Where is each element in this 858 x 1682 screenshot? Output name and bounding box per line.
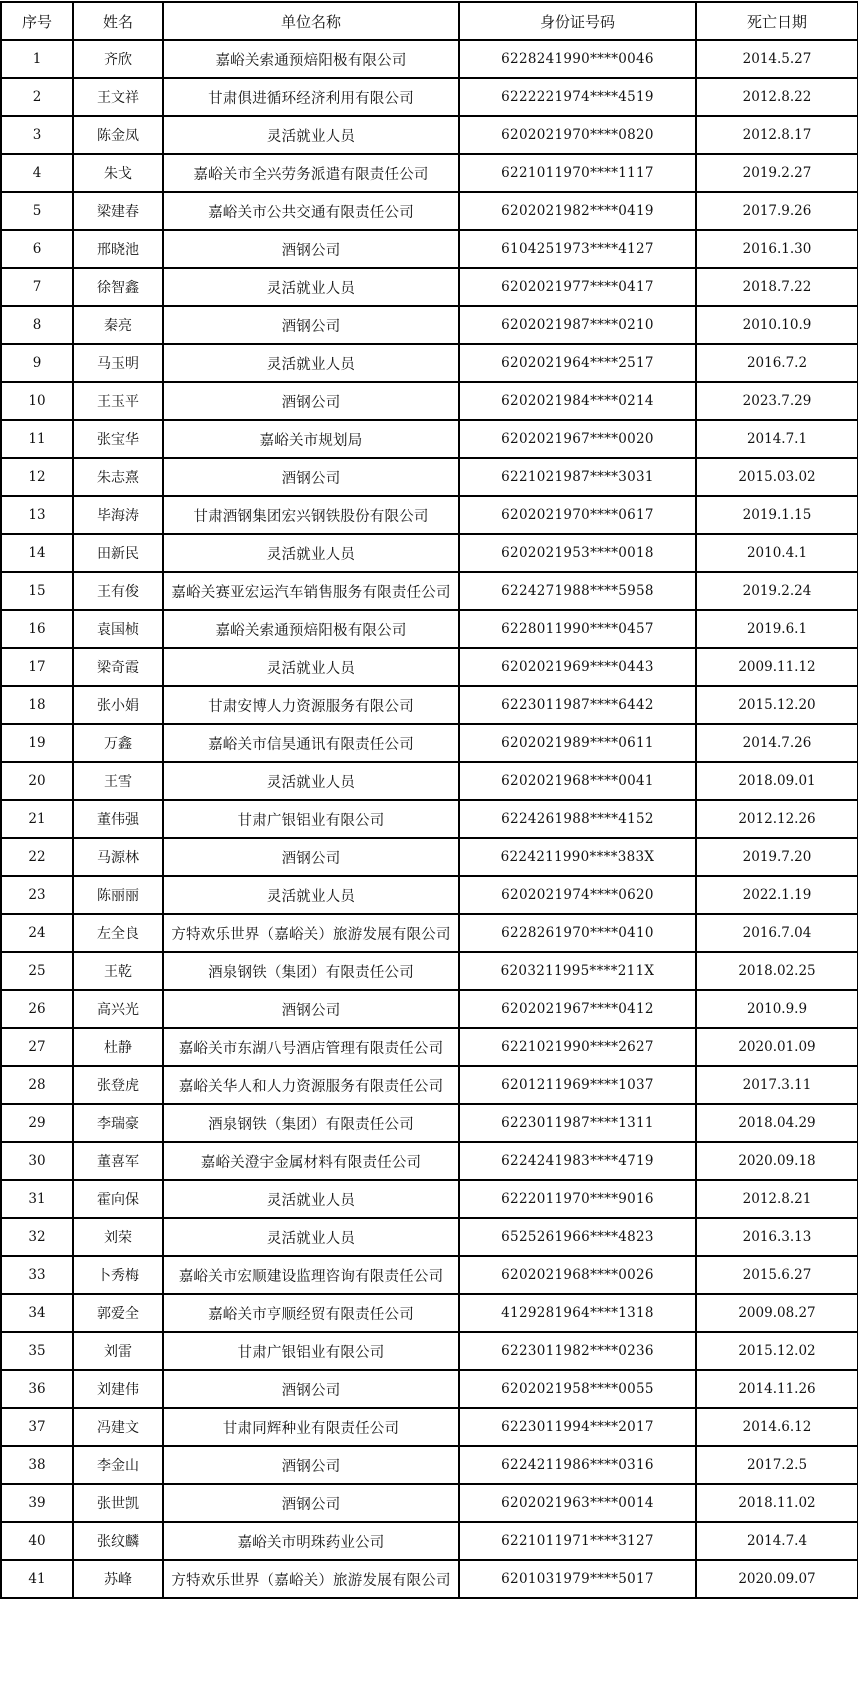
cell-serial: 39: [1, 1484, 73, 1522]
cell-death-date: 2023.7.29: [696, 382, 858, 420]
cell-serial: 30: [1, 1142, 73, 1180]
table-row: [1, 268, 858, 306]
cell-unit: 嘉峪关市全兴劳务派遣有限责任公司: [163, 154, 459, 192]
cell-name: 郭爱全: [73, 1294, 163, 1332]
cell-death-date: 2020.09.18: [696, 1142, 858, 1180]
cell-death-date: 2014.7.1: [696, 420, 858, 458]
table-row: [1, 40, 858, 78]
cell-serial: 23: [1, 876, 73, 914]
table-row: [1, 1408, 858, 1446]
cell-death-date: 2010.4.1: [696, 534, 858, 572]
cell-death-date: 2020.01.09: [696, 1028, 858, 1066]
table-header: [1, 2, 858, 40]
cell-unit: 嘉峪关市公共交通有限责任公司: [163, 192, 459, 230]
cell-name: 左全良: [73, 914, 163, 952]
cell-unit: 酒泉钢铁（集团）有限责任公司: [163, 952, 459, 990]
table-row: [1, 1066, 858, 1104]
cell-serial: 32: [1, 1218, 73, 1256]
table-row: [1, 952, 858, 990]
cell-unit: 酒钢公司: [163, 230, 459, 268]
cell-death-date: 2017.9.26: [696, 192, 858, 230]
cell-death-date: 2009.08.27: [696, 1294, 858, 1332]
cell-serial: 11: [1, 420, 73, 458]
table-row: [1, 496, 858, 534]
cell-serial: 20: [1, 762, 73, 800]
cell-death-date: 2010.9.9: [696, 990, 858, 1028]
cell-death-date: 2019.6.1: [696, 610, 858, 648]
cell-name: 邢晓池: [73, 230, 163, 268]
cell-id-number: 6224271988****5958: [459, 572, 696, 610]
cell-unit: 酒钢公司: [163, 1370, 459, 1408]
table-row: [1, 154, 858, 192]
cell-unit: 酒泉钢铁（集团）有限责任公司: [163, 1104, 459, 1142]
cell-id-number: 4129281964****1318: [459, 1294, 696, 1332]
cell-name: 王有俊: [73, 572, 163, 610]
cell-id-number: 6202021968****0026: [459, 1256, 696, 1294]
cell-id-number: 6202021963****0014: [459, 1484, 696, 1522]
cell-name: 毕海涛: [73, 496, 163, 534]
cell-id-number: 6201031979****5017: [459, 1560, 696, 1598]
cell-name: 刘雷: [73, 1332, 163, 1370]
cell-id-number: 6222011970****9016: [459, 1180, 696, 1218]
cell-serial: 36: [1, 1370, 73, 1408]
header-unit: 单位名称: [163, 2, 459, 40]
table-row: [1, 838, 858, 876]
cell-unit: 酒钢公司: [163, 838, 459, 876]
cell-id-number: 6202021970****0617: [459, 496, 696, 534]
cell-unit: 嘉峪关华人和人力资源服务有限责任公司: [163, 1066, 459, 1104]
cell-serial: 21: [1, 800, 73, 838]
cell-death-date: 2020.09.07: [696, 1560, 858, 1598]
table-row: [1, 1294, 858, 1332]
cell-death-date: 2015.12.20: [696, 686, 858, 724]
cell-unit: 嘉峪关市信昊通讯有限责任公司: [163, 724, 459, 762]
cell-unit: 嘉峪关市明珠药业公司: [163, 1522, 459, 1560]
cell-serial: 34: [1, 1294, 73, 1332]
cell-id-number: 6202021987****0210: [459, 306, 696, 344]
cell-unit: 酒钢公司: [163, 1484, 459, 1522]
cell-name: 李金山: [73, 1446, 163, 1484]
cell-unit: 方特欢乐世界（嘉峪关）旅游发展有限公司: [163, 914, 459, 952]
header-id-number: 身份证号码: [459, 2, 696, 40]
cell-serial: 4: [1, 154, 73, 192]
cell-name: 董喜军: [73, 1142, 163, 1180]
cell-unit: 灵活就业人员: [163, 268, 459, 306]
cell-serial: 35: [1, 1332, 73, 1370]
cell-serial: 5: [1, 192, 73, 230]
cell-death-date: 2018.7.22: [696, 268, 858, 306]
cell-id-number: 6202021970****0820: [459, 116, 696, 154]
cell-name: 梁奇霞: [73, 648, 163, 686]
cell-name: 朱戈: [73, 154, 163, 192]
cell-id-number: 6202021984****0214: [459, 382, 696, 420]
cell-unit: 嘉峪关市宏顺建设监理咨询有限责任公司: [163, 1256, 459, 1294]
table-row: [1, 306, 858, 344]
table-row: [1, 1218, 858, 1256]
cell-name: 袁国桢: [73, 610, 163, 648]
table-row: [1, 1104, 858, 1142]
cell-serial: 1: [1, 40, 73, 78]
cell-unit: 嘉峪关索通预焙阳极有限公司: [163, 610, 459, 648]
cell-unit: 甘肃同辉种业有限责任公司: [163, 1408, 459, 1446]
table-row: [1, 1180, 858, 1218]
cell-name: 张宝华: [73, 420, 163, 458]
cell-death-date: 2012.8.22: [696, 78, 858, 116]
cell-id-number: 6202021977****0417: [459, 268, 696, 306]
table-body: [1, 40, 858, 1598]
cell-name: 王文祥: [73, 78, 163, 116]
cell-id-number: 6202021968****0041: [459, 762, 696, 800]
cell-unit: 灵活就业人员: [163, 344, 459, 382]
cell-id-number: 6202021958****0055: [459, 1370, 696, 1408]
cell-unit: 灵活就业人员: [163, 648, 459, 686]
cell-id-number: 6224241983****4719: [459, 1142, 696, 1180]
cell-death-date: 2012.12.26: [696, 800, 858, 838]
cell-id-number: 6202021953****0018: [459, 534, 696, 572]
cell-name: 王玉平: [73, 382, 163, 420]
cell-serial: 3: [1, 116, 73, 154]
cell-death-date: 2019.7.20: [696, 838, 858, 876]
cell-death-date: 2012.8.17: [696, 116, 858, 154]
cell-death-date: 2015.6.27: [696, 1256, 858, 1294]
cell-id-number: 6202021967****0412: [459, 990, 696, 1028]
cell-name: 张世凯: [73, 1484, 163, 1522]
cell-death-date: 2015.12.02: [696, 1332, 858, 1370]
table-row: [1, 116, 858, 154]
cell-death-date: 2022.1.19: [696, 876, 858, 914]
cell-death-date: 2016.7.2: [696, 344, 858, 382]
cell-name: 徐智鑫: [73, 268, 163, 306]
cell-death-date: 2017.2.5: [696, 1446, 858, 1484]
cell-id-number: 6525261966****4823: [459, 1218, 696, 1256]
cell-name: 王雪: [73, 762, 163, 800]
cell-unit: 方特欢乐世界（嘉峪关）旅游发展有限公司: [163, 1560, 459, 1598]
cell-unit: 嘉峪关市规划局: [163, 420, 459, 458]
cell-serial: 19: [1, 724, 73, 762]
cell-death-date: 2018.02.25: [696, 952, 858, 990]
cell-unit: 酒钢公司: [163, 458, 459, 496]
cell-serial: 29: [1, 1104, 73, 1142]
cell-name: 霍向保: [73, 1180, 163, 1218]
table-row: [1, 762, 858, 800]
cell-unit: 灵活就业人员: [163, 1180, 459, 1218]
cell-unit: 灵活就业人员: [163, 1218, 459, 1256]
cell-id-number: 6222221974****4519: [459, 78, 696, 116]
table-row: [1, 1370, 858, 1408]
cell-name: 马玉明: [73, 344, 163, 382]
cell-name: 李瑞豪: [73, 1104, 163, 1142]
cell-unit: 灵活就业人员: [163, 116, 459, 154]
cell-id-number: 6223011987****6442: [459, 686, 696, 724]
cell-id-number: 6228011990****0457: [459, 610, 696, 648]
cell-id-number: 6221021987****3031: [459, 458, 696, 496]
cell-unit: 嘉峪关市亨顺经贸有限责任公司: [163, 1294, 459, 1332]
cell-serial: 18: [1, 686, 73, 724]
cell-serial: 16: [1, 610, 73, 648]
cell-id-number: 6104251973****4127: [459, 230, 696, 268]
cell-name: 冯建文: [73, 1408, 163, 1446]
cell-death-date: 2019.2.27: [696, 154, 858, 192]
table-row: [1, 458, 858, 496]
table-row: [1, 230, 858, 268]
table-row: [1, 686, 858, 724]
cell-death-date: 2016.7.04: [696, 914, 858, 952]
table-row: [1, 990, 858, 1028]
table-row: [1, 1446, 858, 1484]
table-row: [1, 876, 858, 914]
table-row: [1, 572, 858, 610]
cell-name: 张登虎: [73, 1066, 163, 1104]
table-row: [1, 534, 858, 572]
cell-unit: 嘉峪关市东湖八号酒店管理有限责任公司: [163, 1028, 459, 1066]
cell-unit: 灵活就业人员: [163, 876, 459, 914]
cell-serial: 31: [1, 1180, 73, 1218]
cell-death-date: 2017.3.11: [696, 1066, 858, 1104]
cell-death-date: 2018.11.02: [696, 1484, 858, 1522]
cell-id-number: 6221011971****3127: [459, 1522, 696, 1560]
records-table: [0, 1, 858, 1599]
cell-name: 齐欣: [73, 40, 163, 78]
cell-death-date: 2015.03.02: [696, 458, 858, 496]
cell-serial: 7: [1, 268, 73, 306]
cell-name: 朱志熹: [73, 458, 163, 496]
table-row: [1, 1484, 858, 1522]
cell-id-number: 6201211969****1037: [459, 1066, 696, 1104]
table-row: [1, 344, 858, 382]
cell-id-number: 6228261970****0410: [459, 914, 696, 952]
cell-unit: 嘉峪关索通预焙阳极有限公司: [163, 40, 459, 78]
cell-serial: 13: [1, 496, 73, 534]
cell-death-date: 2014.5.27: [696, 40, 858, 78]
table-row: [1, 724, 858, 762]
cell-id-number: 6224211986****0316: [459, 1446, 696, 1484]
cell-serial: 17: [1, 648, 73, 686]
cell-name: 董伟强: [73, 800, 163, 838]
table-row: [1, 382, 858, 420]
cell-unit: 甘肃广银铝业有限公司: [163, 1332, 459, 1370]
header-row: [1, 2, 858, 40]
cell-id-number: 6221021990****2627: [459, 1028, 696, 1066]
cell-id-number: 6203211995****211X: [459, 952, 696, 990]
table-row: [1, 914, 858, 952]
cell-unit: 灵活就业人员: [163, 534, 459, 572]
cell-name: 苏峰: [73, 1560, 163, 1598]
cell-name: 陈金凤: [73, 116, 163, 154]
cell-name: 陈丽丽: [73, 876, 163, 914]
cell-serial: 33: [1, 1256, 73, 1294]
cell-name: 张小娟: [73, 686, 163, 724]
cell-serial: 25: [1, 952, 73, 990]
table-row: [1, 800, 858, 838]
cell-serial: 38: [1, 1446, 73, 1484]
cell-death-date: 2009.11.12: [696, 648, 858, 686]
cell-name: 卜秀梅: [73, 1256, 163, 1294]
cell-unit: 嘉峪关赛亚宏运汽车销售服务有限责任公司: [163, 572, 459, 610]
table-row: [1, 1028, 858, 1066]
cell-id-number: 6202021964****2517: [459, 344, 696, 382]
cell-id-number: 6223011994****2017: [459, 1408, 696, 1446]
cell-name: 杜静: [73, 1028, 163, 1066]
cell-death-date: 2012.8.21: [696, 1180, 858, 1218]
cell-unit: 酒钢公司: [163, 1446, 459, 1484]
table-row: [1, 1142, 858, 1180]
table-row: [1, 1332, 858, 1370]
header-name: 姓名: [73, 2, 163, 40]
cell-death-date: 2016.3.13: [696, 1218, 858, 1256]
table-row: [1, 1256, 858, 1294]
cell-name: 梁建春: [73, 192, 163, 230]
cell-serial: 27: [1, 1028, 73, 1066]
cell-id-number: 6223011987****1311: [459, 1104, 696, 1142]
cell-id-number: 6221011970****1117: [459, 154, 696, 192]
cell-serial: 15: [1, 572, 73, 610]
cell-id-number: 6224261988****4152: [459, 800, 696, 838]
cell-id-number: 6202021967****0020: [459, 420, 696, 458]
cell-death-date: 2014.6.12: [696, 1408, 858, 1446]
cell-serial: 26: [1, 990, 73, 1028]
cell-unit: 甘肃俱进循环经济利用有限公司: [163, 78, 459, 116]
table-row: [1, 192, 858, 230]
table-row: [1, 610, 858, 648]
cell-name: 张纹麟: [73, 1522, 163, 1560]
cell-unit: 酒钢公司: [163, 306, 459, 344]
cell-name: 王乾: [73, 952, 163, 990]
cell-id-number: 6224211990****383X: [459, 838, 696, 876]
header-serial: 序号: [1, 2, 73, 40]
cell-serial: 10: [1, 382, 73, 420]
table-row: [1, 78, 858, 116]
cell-serial: 2: [1, 78, 73, 116]
cell-death-date: 2019.1.15: [696, 496, 858, 534]
cell-unit: 甘肃广银铝业有限公司: [163, 800, 459, 838]
cell-name: 高兴光: [73, 990, 163, 1028]
cell-serial: 12: [1, 458, 73, 496]
table-row: [1, 420, 858, 458]
cell-unit: 甘肃安博人力资源服务有限公司: [163, 686, 459, 724]
cell-name: 田新民: [73, 534, 163, 572]
cell-name: 刘建伟: [73, 1370, 163, 1408]
header-death-date: 死亡日期: [696, 2, 858, 40]
cell-serial: 22: [1, 838, 73, 876]
cell-id-number: 6228241990****0046: [459, 40, 696, 78]
cell-name: 万鑫: [73, 724, 163, 762]
cell-id-number: 6202021982****0419: [459, 192, 696, 230]
cell-death-date: 2014.7.26: [696, 724, 858, 762]
cell-serial: 37: [1, 1408, 73, 1446]
table-row: [1, 1522, 858, 1560]
cell-id-number: 6202021974****0620: [459, 876, 696, 914]
cell-unit: 灵活就业人员: [163, 762, 459, 800]
cell-serial: 41: [1, 1560, 73, 1598]
cell-death-date: 2018.09.01: [696, 762, 858, 800]
cell-death-date: 2010.10.9: [696, 306, 858, 344]
cell-serial: 28: [1, 1066, 73, 1104]
cell-unit: 甘肃酒钢集团宏兴钢铁股份有限公司: [163, 496, 459, 534]
cell-unit: 酒钢公司: [163, 990, 459, 1028]
cell-unit: 嘉峪关澄宇金属材料有限责任公司: [163, 1142, 459, 1180]
cell-serial: 24: [1, 914, 73, 952]
cell-id-number: 6202021969****0443: [459, 648, 696, 686]
cell-unit: 酒钢公司: [163, 382, 459, 420]
cell-death-date: 2018.04.29: [696, 1104, 858, 1142]
cell-serial: 14: [1, 534, 73, 572]
cell-name: 秦亮: [73, 306, 163, 344]
cell-death-date: 2014.7.4: [696, 1522, 858, 1560]
cell-serial: 9: [1, 344, 73, 382]
cell-name: 马源林: [73, 838, 163, 876]
cell-death-date: 2019.2.24: [696, 572, 858, 610]
cell-name: 刘荣: [73, 1218, 163, 1256]
table-row: [1, 648, 858, 686]
cell-death-date: 2016.1.30: [696, 230, 858, 268]
cell-serial: 40: [1, 1522, 73, 1560]
cell-id-number: 6202021989****0611: [459, 724, 696, 762]
cell-id-number: 6223011982****0236: [459, 1332, 696, 1370]
cell-serial: 8: [1, 306, 73, 344]
table-row: [1, 1560, 858, 1598]
cell-death-date: 2014.11.26: [696, 1370, 858, 1408]
cell-serial: 6: [1, 230, 73, 268]
